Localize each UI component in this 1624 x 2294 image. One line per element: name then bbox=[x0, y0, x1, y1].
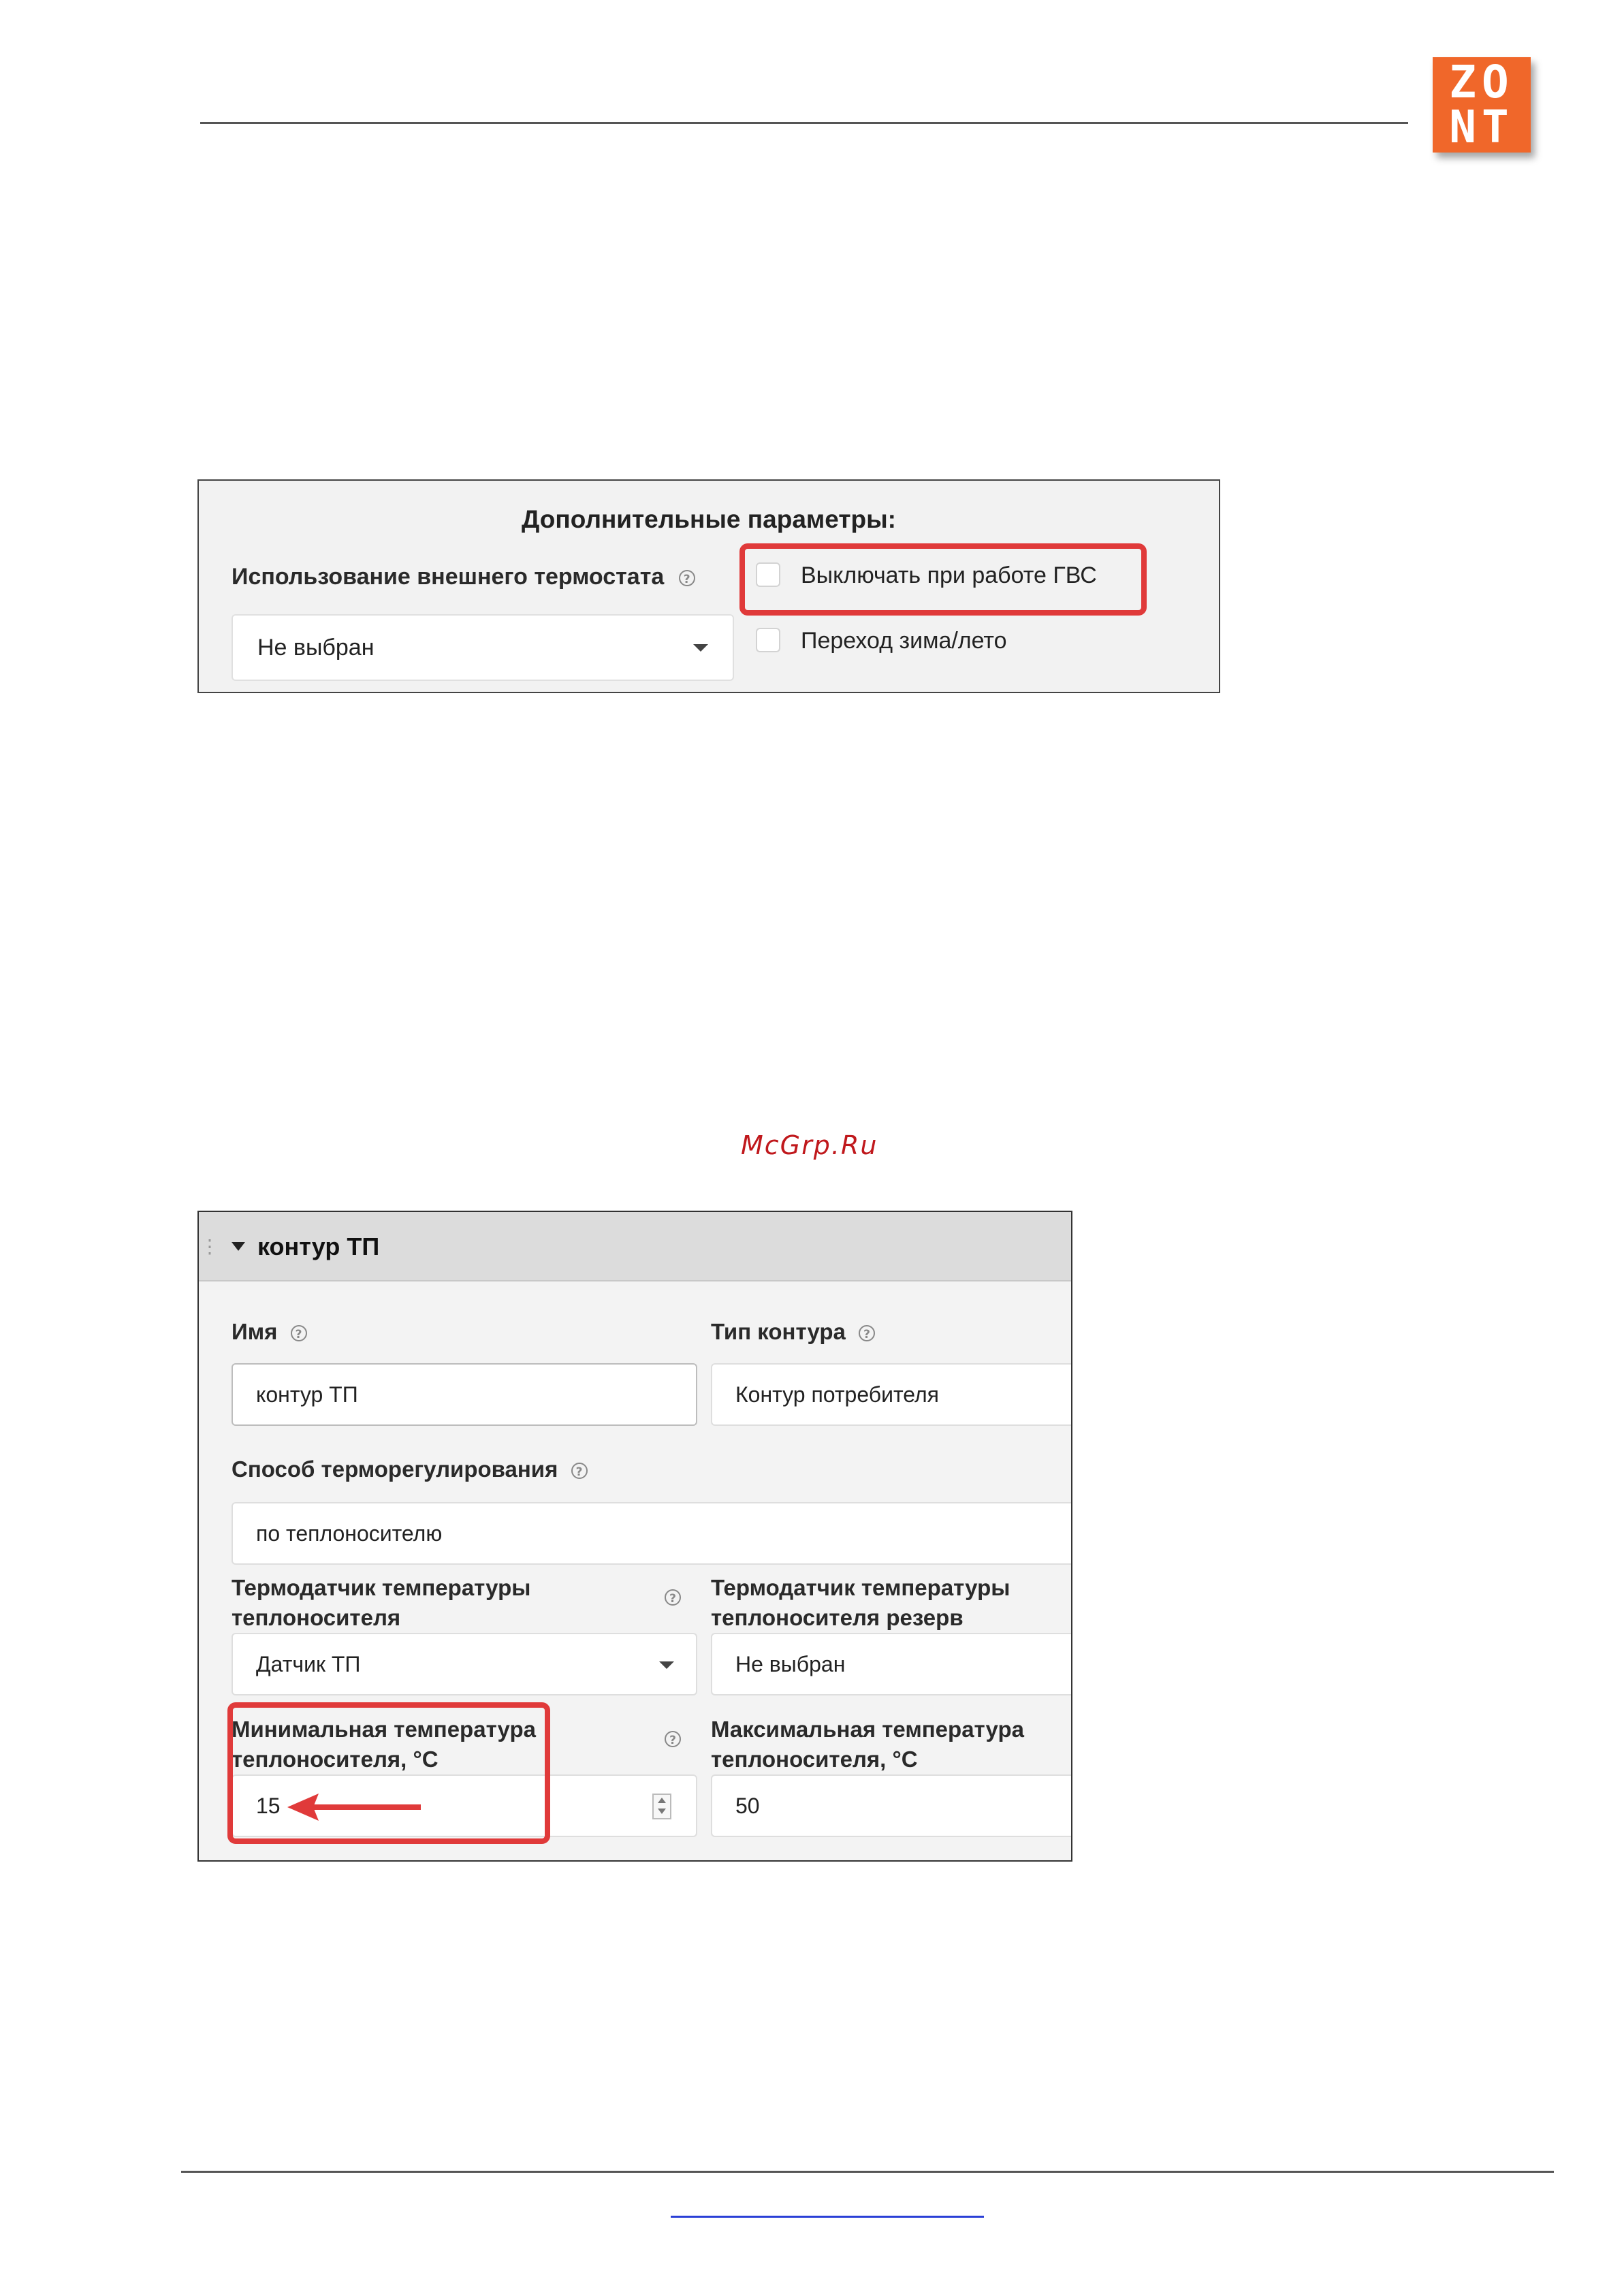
drag-handle-icon[interactable]: ⋮ bbox=[200, 1236, 219, 1257]
thermostat-label bbox=[232, 564, 695, 590]
circuit-settings-panel bbox=[197, 1211, 1072, 1862]
number-spinner-icon[interactable] bbox=[652, 1794, 671, 1819]
watermark: McGrp.Ru bbox=[741, 1130, 878, 1160]
regulation-select[interactable] bbox=[232, 1502, 1072, 1565]
sensor-value: Датчик ТП bbox=[256, 1652, 361, 1676]
max-temp-label-line1: Максимальная температура bbox=[711, 1717, 1024, 1742]
thermostat-select-value: Не выбран bbox=[257, 635, 375, 660]
chevron-down-icon bbox=[659, 1661, 674, 1669]
panel-title: Дополнительные параметры: bbox=[522, 505, 896, 533]
help-icon[interactable]: ? bbox=[291, 1325, 307, 1341]
name-label-text: Имя bbox=[232, 1319, 278, 1344]
logo-line-bottom: NT bbox=[1449, 101, 1514, 153]
reserve-sensor-field-label bbox=[711, 1573, 1010, 1633]
footer-rule bbox=[181, 2171, 1554, 2173]
reserve-sensor-value: Не выбран bbox=[735, 1652, 846, 1676]
max-temp-value: 50 bbox=[735, 1794, 760, 1818]
season-switch-label: Переход зима/лето bbox=[801, 628, 1007, 654]
circuit-type-select[interactable] bbox=[711, 1363, 1072, 1426]
circuit-title: контур ТП bbox=[257, 1232, 380, 1260]
help-icon[interactable]: ? bbox=[679, 570, 695, 586]
name-field-label bbox=[232, 1317, 307, 1347]
help-icon[interactable]: ? bbox=[665, 1589, 681, 1606]
min-temp-value: 15 bbox=[256, 1794, 281, 1818]
type-label-text: Тип контура bbox=[711, 1319, 846, 1344]
circuit-type-value: Контур потребителя bbox=[735, 1382, 939, 1407]
help-icon[interactable]: ? bbox=[571, 1463, 588, 1479]
regulation-value: по теплоносителю bbox=[256, 1521, 443, 1546]
circuit-header[interactable] bbox=[199, 1212, 1071, 1281]
thermostat-label-text: Использование внешнего термостата bbox=[232, 564, 665, 590]
footer-link[interactable] bbox=[671, 2216, 984, 2218]
regulation-field-label bbox=[232, 1454, 588, 1484]
reserve-sensor-label-line1: Термодатчик температуры bbox=[711, 1575, 1010, 1600]
regulation-label-text: Способ терморегулирования bbox=[232, 1456, 558, 1482]
name-input[interactable] bbox=[232, 1363, 697, 1426]
collapse-triangle-icon[interactable] bbox=[232, 1242, 245, 1251]
header-rule bbox=[200, 122, 1408, 124]
max-temp-input[interactable] bbox=[711, 1774, 1072, 1837]
reserve-sensor-label-line2: теплоносителя резерв bbox=[711, 1605, 964, 1630]
help-icon[interactable]: ? bbox=[665, 1731, 681, 1747]
season-switch-checkbox[interactable] bbox=[756, 628, 780, 652]
min-temp-label-line1: Минимальная температура bbox=[232, 1717, 536, 1742]
thermostat-select[interactable] bbox=[232, 614, 734, 681]
zont-logo bbox=[1433, 57, 1531, 153]
logo-line-top: ZO bbox=[1449, 56, 1514, 108]
arrow-left-icon bbox=[287, 1791, 424, 1825]
sensor-label-line2: теплоносителя bbox=[232, 1605, 401, 1630]
reserve-sensor-select[interactable] bbox=[711, 1633, 1072, 1695]
dhw-off-label: Выключать при работе ГВС bbox=[801, 562, 1097, 588]
sensor-label-line1: Термодатчик температуры bbox=[232, 1575, 531, 1600]
type-field-label bbox=[711, 1317, 875, 1347]
additional-params-panel bbox=[197, 479, 1220, 693]
min-temp-label-line2: теплоносителя, °C bbox=[232, 1747, 439, 1772]
sensor-field-label bbox=[232, 1573, 530, 1633]
name-input-value: контур ТП bbox=[256, 1382, 358, 1407]
max-temp-label-line2: теплоносителя, °C bbox=[711, 1747, 918, 1772]
help-icon[interactable]: ? bbox=[859, 1325, 875, 1341]
max-temp-field-label bbox=[711, 1715, 1024, 1774]
sensor-select[interactable] bbox=[232, 1633, 697, 1695]
chevron-down-icon bbox=[693, 644, 708, 652]
highlight-frame-dhw bbox=[739, 543, 1147, 616]
